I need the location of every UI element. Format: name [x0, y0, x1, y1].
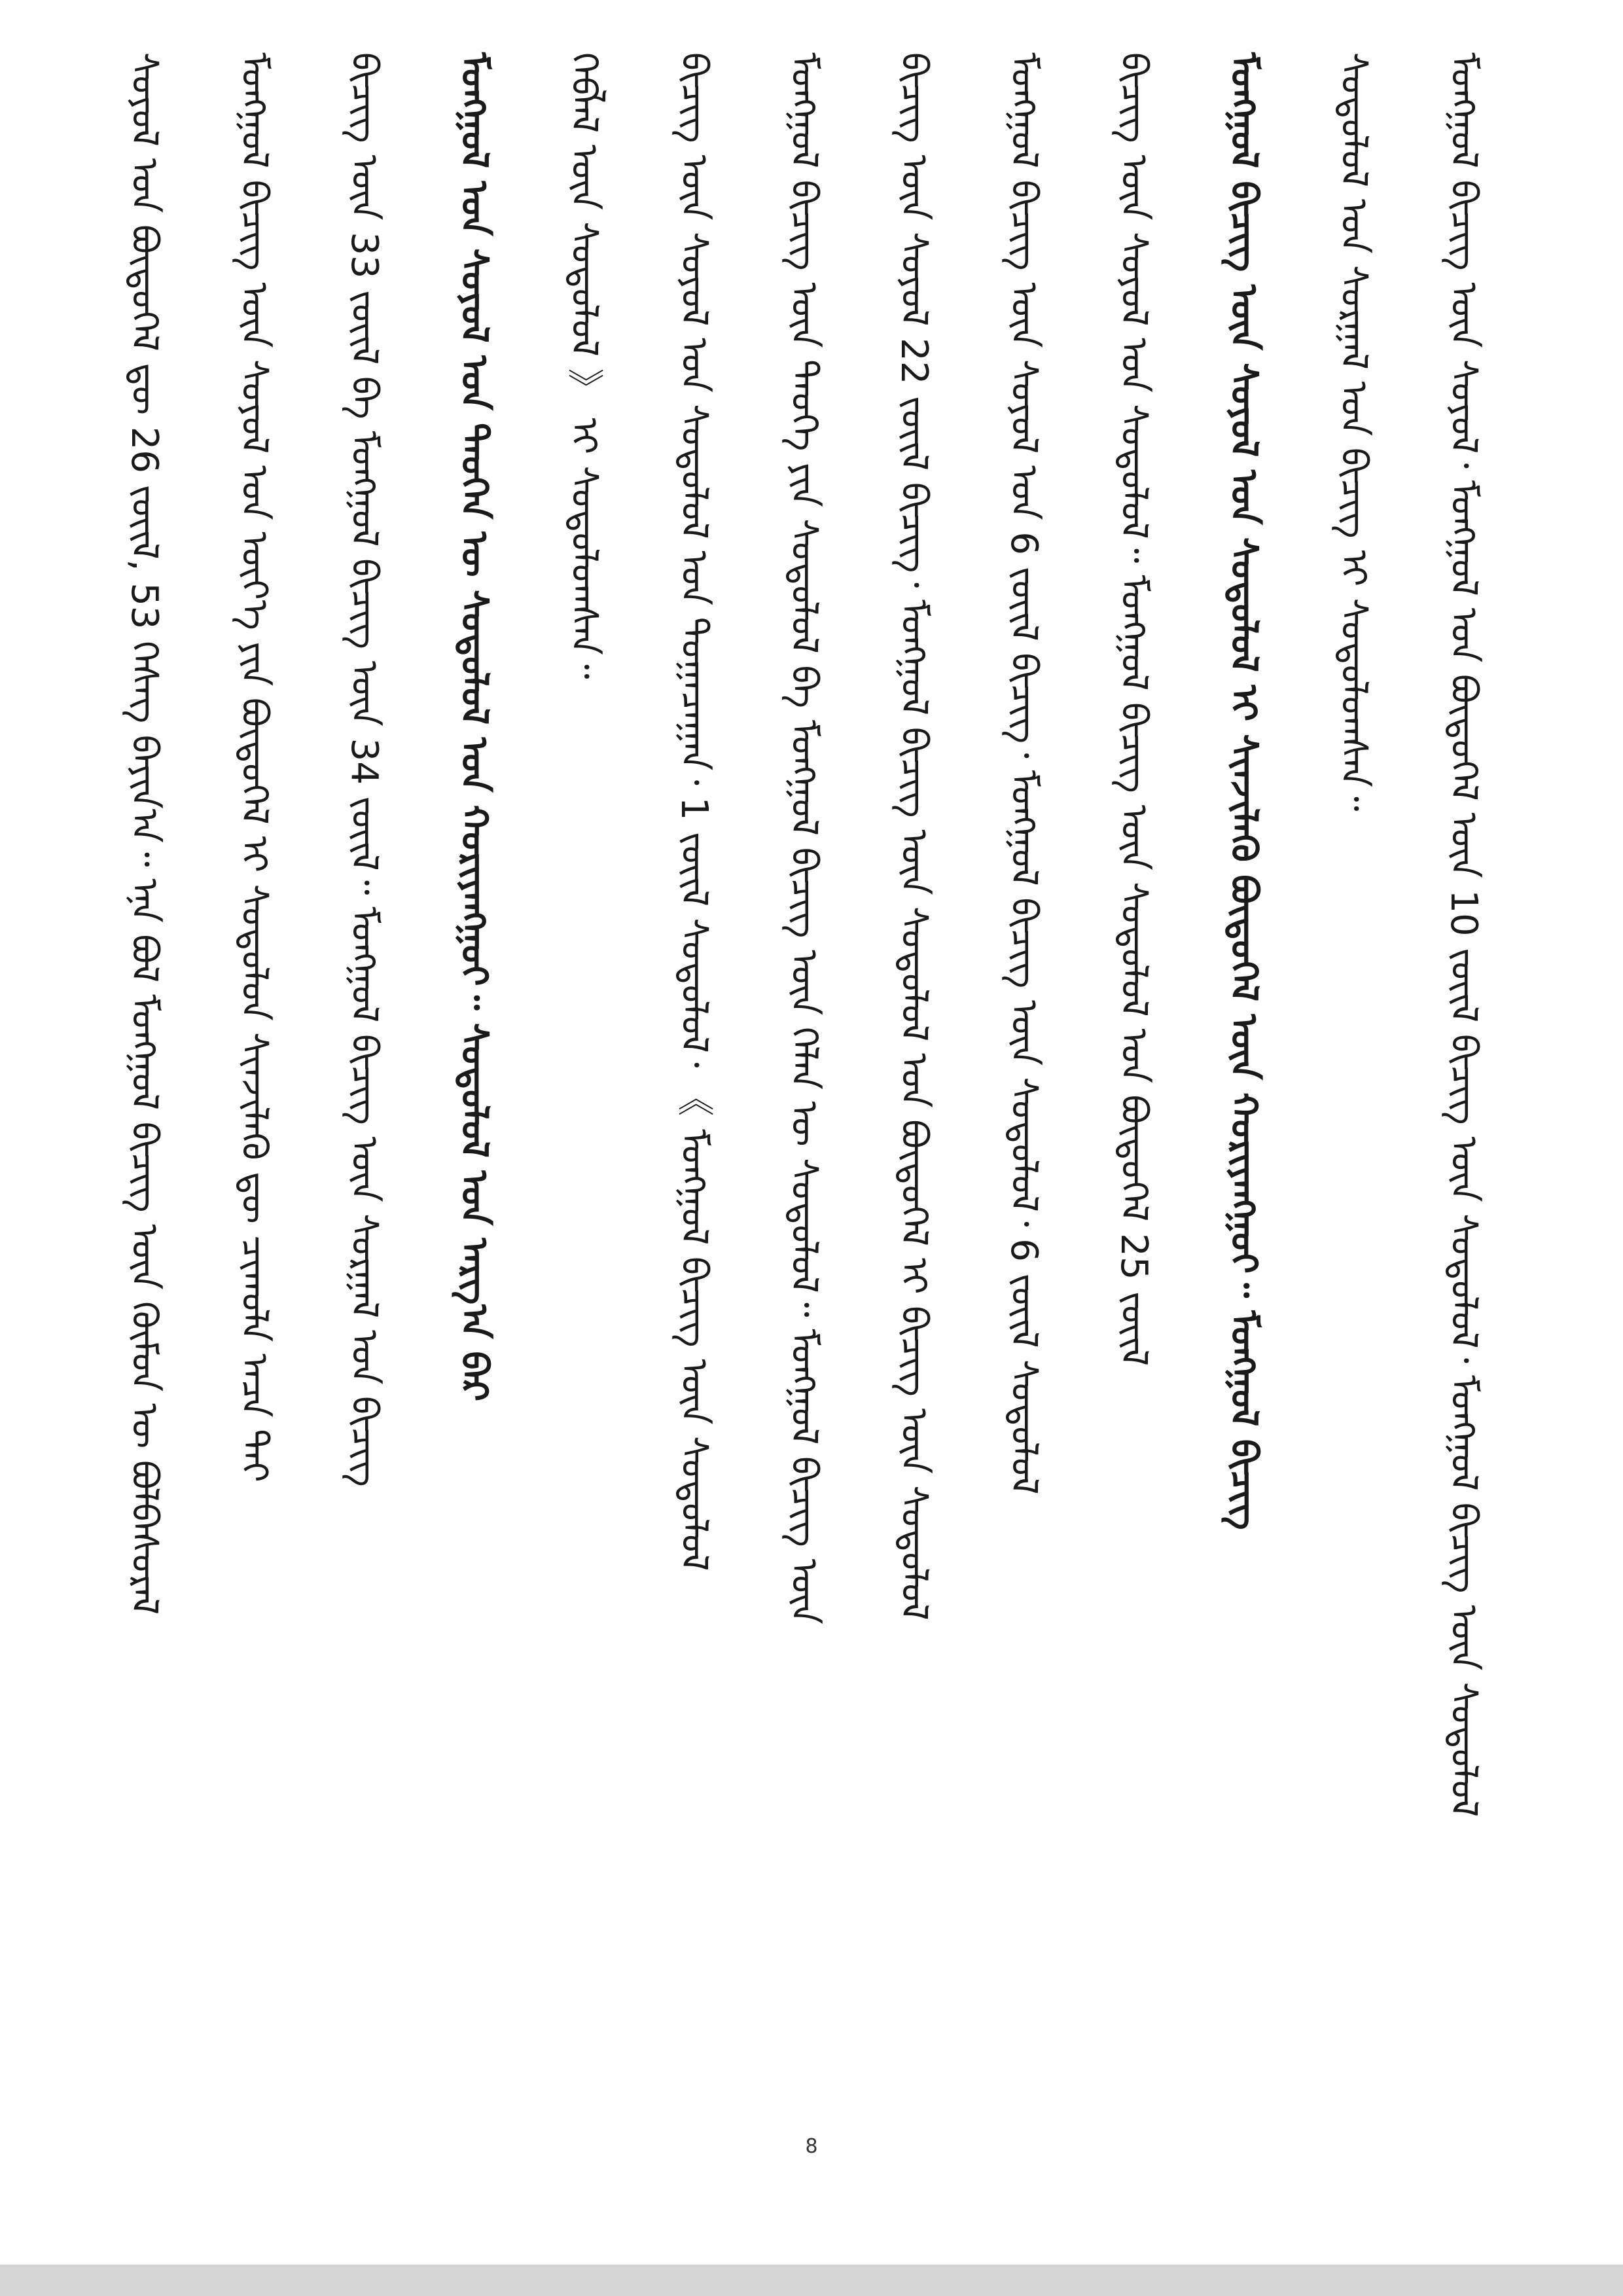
- text-column: [325, 52, 403, 2114]
- section-heading-text: ᠮᠣᠩᠭᠣᠯ ᠤᠨ ᠰᠣᠶᠣᠯ ᠤᠨ ᠲᠡᠦᠬᠡᠨ ᠦ ᠰᠤᠳᠤᠯᠤᠯ ᠤᠨ ᠬᠤᠷᠢᠶᠠᠩᠭᠤᠢ᠃ ᠰᠤᠳᠤᠯᠤᠯ ᠤᠨ ᠠᠷᠭ᠎ᠠ ᠪᠠᠷ: [453, 52, 495, 1402]
- paragraph-text: ᠮᠣᠩᠭᠣᠯ ᠪᠢᠴᠢᠭ ᠦᠨ ᠰᠣᠶᠣᠯ᠂ ᠮᠣᠩᠭᠣᠯ ᠤᠨ ᠪᠦᠲᠦᠭᠡᠯ ᠦᠨ 10 ᠵᠦᠢᠯ ᠪᠢᠴᠢᠭ ᠦᠨ ᠰᠤᠳᠤᠯᠤᠯ᠂ ᠮᠣᠩᠭᠣᠯ ᠪᠢᠴᠢᠭ ᠦᠨ ᠰᠤᠳᠤᠯᠤᠯ: [1442, 52, 1485, 1818]
- paragraph-text: ᠮᠣᠩᠭᠣᠯ ᠪᠢᠴᠢᠭ ᠦᠨ ᠰᠣᠶᠣᠯ ᠤᠨ ᠦᠶ᠎ᠡ ᠶᠢᠨ ᠪᠦᠲᠦᠭᠡᠯ ᠢ ᠰᠤᠳᠤᠯᠤᠨ ᠰᠢᠨᠵᠢᠯᠡᠬᠦ ᠳᠦ ᠴᠢᠬᠤᠯᠠ ᠠᠴᠠ ᠲᠠᠢ: [233, 52, 276, 1482]
- text-column: [215, 52, 293, 2114]
- paragraph-text: ᠪᠢᠴᠢᠭ ᠦᠨ 33 ᠵᠦᠢᠯ ᠪᠠ ᠮᠣᠩᠭᠣᠯ ᠪᠢᠴᠢᠭ ᠦᠨ 34 ᠵᠦᠢᠯ᠃ ᠮᠣᠩᠭᠣᠯ ᠪᠢᠴᠢᠭ ᠦᠨ ᠰᠤᠷᠭᠠᠯ ᠤᠨ ᠪᠢᠴᠢᠭ: [343, 52, 385, 1487]
- text-column: [654, 52, 733, 2114]
- vertical-text-body: [105, 52, 1558, 2114]
- text-column: [1094, 52, 1173, 2114]
- paragraph-text: ᠰᠤᠳᠤᠯᠤᠯ ᠤᠨ ᠰᠤᠷᠭᠠᠯ ᠤᠨ ᠪᠢᠴᠢᠭ ᠢ ᠰᠤᠳᠤᠯᠤᠭᠰᠠᠨ᠃: [1332, 52, 1375, 812]
- paragraph-text: ᠰᠣᠶᠣᠯ ᠤᠨ ᠪᠦᠲᠦᠭᠡᠯ ᠳᠦ 26 ᠵᠦᠢᠯ, 53 ᠬᠡᠰᠡᠭ ᠪᠠᠶᠢᠨ᠎ᠠ᠃ ᠡᠨᠡ ᠪᠣᠯ ᠮᠣᠩᠭᠣᠯ ᠪᠢᠴᠢᠭ ᠦᠨ ᠬᠦᠮᠦᠨ ᠦ ᠪᠣᠯᠪᠠᠰᠤᠷᠠᠯ: [123, 52, 166, 1615]
- text-column: [544, 52, 623, 2114]
- paragraph-text: ᠮᠣᠩᠭᠣᠯ ᠪᠢᠴᠢᠭ ᠦᠨ ᠰᠣᠶᠣᠯ ᠤᠨ 6 ᠵᠦᠢᠯ ᠪᠢᠴᠢᠭ᠂ ᠮᠣᠩᠭᠣᠯ ᠪᠢᠴᠢᠭ ᠦᠨ ᠰᠤᠳᠤᠯᠤᠯ᠂ 6 ᠵᠦᠢᠯ ᠰᠤᠳᠤᠯᠤᠯ: [1003, 52, 1045, 1495]
- paragraph-text: ᠪᠢᠴᠢᠭ ᠦᠨ ᠰᠣᠶᠣᠯ ᠤᠨ ᠰᠤᠳᠤᠯᠤᠯ ᠤᠨ ᠲᠣᠭᠠᠴᠠᠭᠠᠨ᠂ 1 ᠵᠦᠢᠯ ᠰᠤᠳᠤᠯᠤᠯ᠂ 《 ᠮᠣᠩᠭᠣᠯ ᠪᠢᠴᠢᠭ ᠦᠨ ᠰᠤᠳᠤᠯᠤᠯ: [673, 52, 715, 1571]
- section-heading-text: ᠮᠣᠩᠭᠣᠯ ᠪᠢᠴᠢᠭ ᠦᠨ ᠰᠣᠶᠣᠯ ᠤᠨ ᠰᠤᠳᠤᠯᠤᠯ ᠢ ᠰᠢᠨᠵᠢᠯᠡᠬᠦ ᠪᠦᠲᠦᠭᠡᠯ ᠦᠨ ᠬᠤᠷᠢᠶᠠᠩᠭᠤᠢ᠃ ᠮᠣᠩᠭᠣᠯ ᠪᠢᠴᠢᠭ: [1222, 52, 1265, 1530]
- text-column: [435, 52, 513, 2114]
- viewer-bottom-bar: [0, 2265, 1623, 2296]
- paragraph-text: ᠬᠡᠪᠯᠡᠯ ᠦᠨ ᠰᠤᠳᠤᠯᠤᠯ 》 ᠢ ᠰᠤᠳᠤᠯᠤᠭᠰᠠᠨ᠃: [563, 52, 605, 679]
- text-column: [1314, 52, 1393, 2114]
- page-number: 8: [805, 2135, 818, 2158]
- text-column: [1424, 52, 1503, 2114]
- text-column: [1204, 52, 1283, 2114]
- paragraph-text: ᠪᠢᠴᠢᠭ ᠦᠨ ᠰᠣᠶᠣᠯ ᠤᠨ ᠰᠤᠳᠤᠯᠤᠯ᠃ ᠮᠣᠩᠭᠣᠯ ᠪᠢᠴᠢᠭ ᠦᠨ ᠰᠤᠳᠤᠯᠤᠯ ᠤᠨ ᠪᠦᠲᠦᠭᠡᠯ 25 ᠵᠦᠢᠯ: [1113, 52, 1155, 1367]
- text-column: [984, 52, 1063, 2114]
- paragraph-text: ᠮᠣᠩᠭᠣᠯ ᠪᠢᠴᠢᠭ ᠦᠨ ᠲᠡᠦᠬᠡ ᠶᠢᠨ ᠰᠤᠳᠤᠯᠤᠯ ᠪᠠ ᠮᠣᠩᠭᠣᠯ ᠪᠢᠴᠢᠭ ᠦᠨ ᠬᠡᠯᠡᠨ ᠦ ᠰᠤᠳᠤᠯᠤᠯ᠃ ᠮᠣᠩᠭᠣᠯ ᠪᠢᠴᠢᠭ ᠦᠨ: [783, 52, 825, 1624]
- paragraph-text: ᠪᠢᠴᠢᠭ ᠦᠨ ᠰᠣᠶᠣᠯ 22 ᠵᠦᠢᠯ ᠪᠢᠴᠢᠭ᠂ ᠮᠣᠩᠭᠣᠯ ᠪᠢᠴᠢᠭ ᠦᠨ ᠰᠤᠳᠤᠯᠤᠯ ᠤᠨ ᠪᠦᠲᠦᠭᠡᠯ ᠢ ᠪᠢᠴᠢᠭ ᠦᠨ ᠰᠤᠳᠤᠯᠤᠯ: [893, 52, 935, 1621]
- text-column: [874, 52, 953, 2114]
- text-column: [764, 52, 843, 2114]
- text-column: [105, 52, 183, 2114]
